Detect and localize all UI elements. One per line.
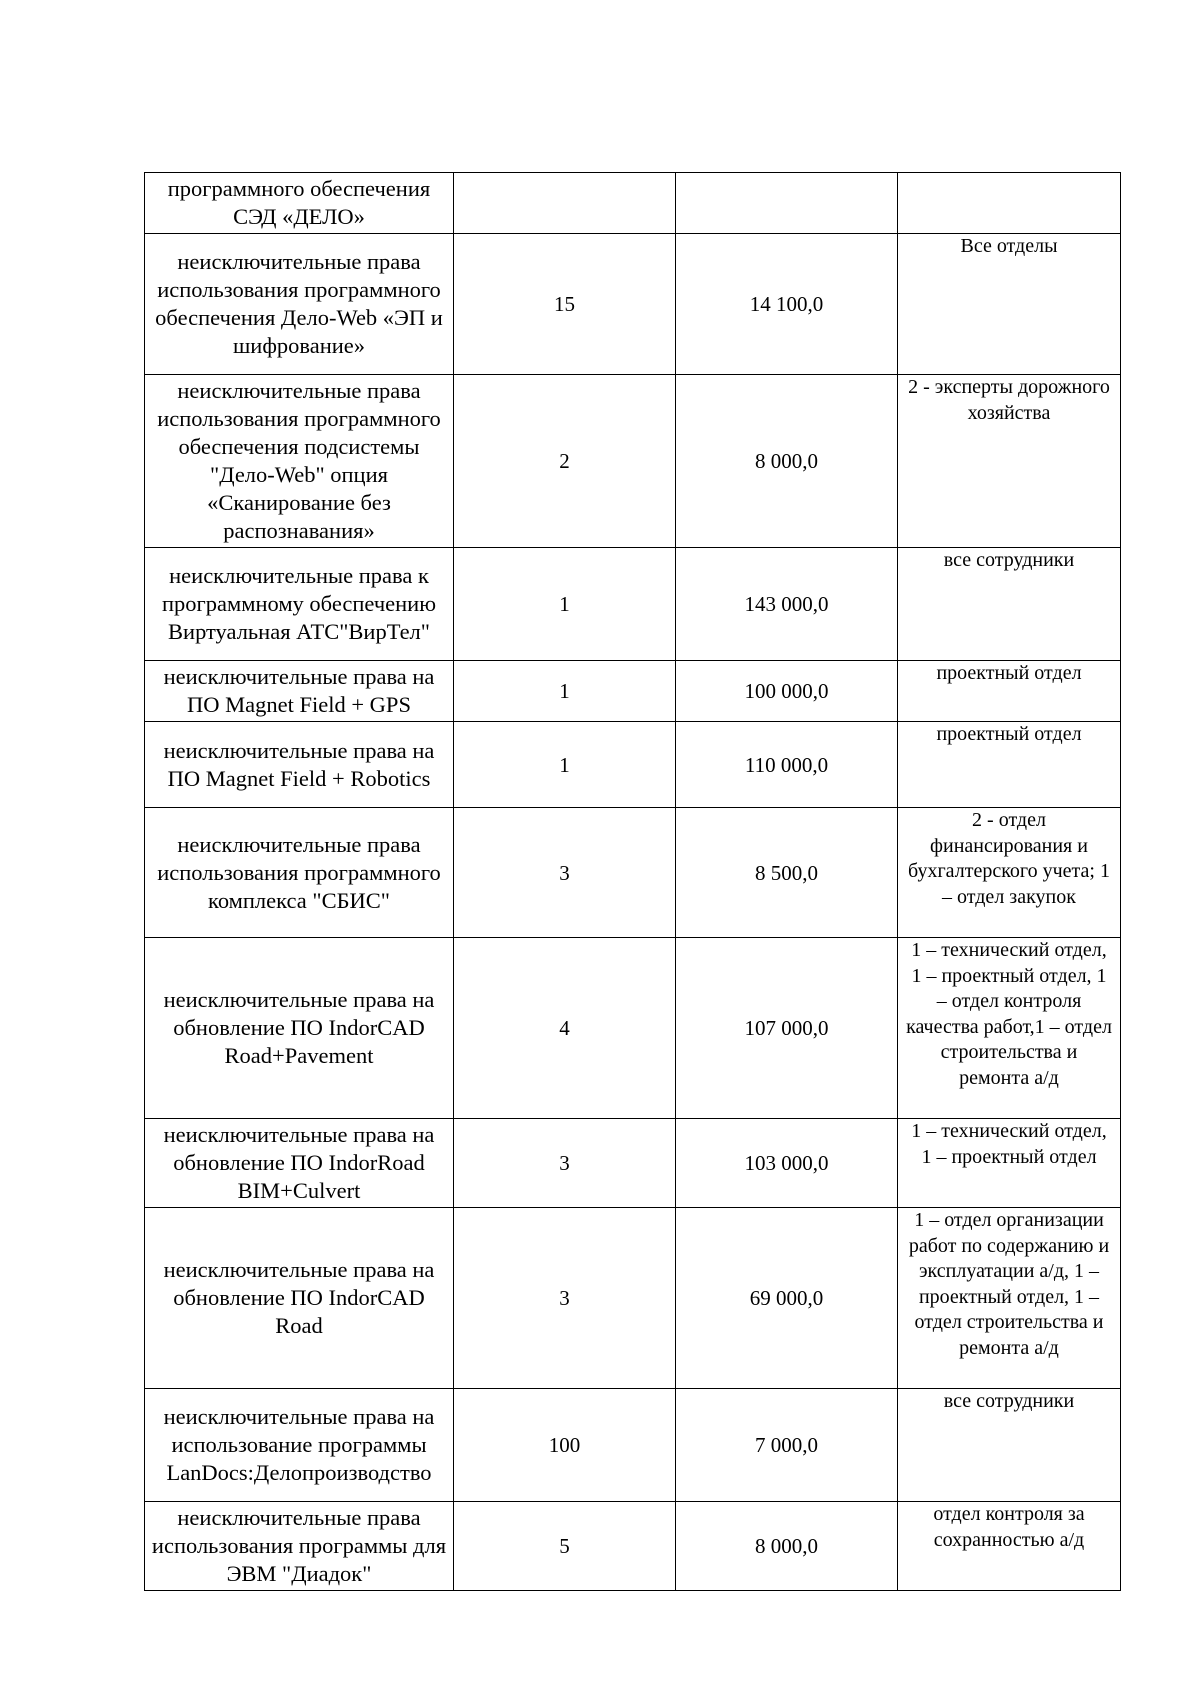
price-cell: 103 000,0 [676, 1119, 898, 1208]
quantity-cell: 4 [454, 938, 676, 1119]
table-row [145, 234, 1121, 375]
item-name-cell: неисключительные права на ПО Magnet Field + GPS [145, 661, 454, 722]
note-cell: 1 – технический отдел, 1 – проектный отдел [898, 1119, 1121, 1208]
table-row [145, 1502, 1121, 1591]
quantity-cell: 1 [454, 722, 676, 808]
table-row [145, 1208, 1121, 1389]
price-cell: 8 500,0 [676, 808, 898, 938]
quantity-cell: 3 [454, 1119, 676, 1208]
price-cell [676, 173, 898, 234]
note-cell: 2 - отдел финансирования и бухгалтерского учета; 1 – отдел закупок [898, 808, 1121, 938]
item-name-cell: неисключительные права использования программного комплекса "СБИС" [145, 808, 454, 938]
quantity-cell [454, 173, 676, 234]
price-cell: 107 000,0 [676, 938, 898, 1119]
price-cell: 7 000,0 [676, 1389, 898, 1502]
note-cell: отдел контроля за сохранностью а/д [898, 1502, 1121, 1591]
item-name-cell: неисключительные права на использование программы LanDocs:Делопроизводство [145, 1389, 454, 1502]
table-row [145, 548, 1121, 661]
table-row [145, 808, 1121, 938]
table-row [145, 1389, 1121, 1502]
table-row [145, 938, 1121, 1119]
item-name-cell: неисключительные права на обновление ПО IndorRoad BIM+Culvert [145, 1119, 454, 1208]
table-row [145, 722, 1121, 808]
item-name-cell: программного обеспечения СЭД «ДЕЛО» [145, 173, 454, 234]
note-cell: проектный отдел [898, 722, 1121, 808]
price-cell: 69 000,0 [676, 1208, 898, 1389]
quantity-cell: 1 [454, 548, 676, 661]
item-name-cell: неисключительные права на ПО Magnet Field + Robotics [145, 722, 454, 808]
price-cell: 14 100,0 [676, 234, 898, 375]
quantity-cell: 2 [454, 375, 676, 548]
note-cell: Все отделы [898, 234, 1121, 375]
software-rights-table [144, 172, 1121, 1591]
price-cell: 8 000,0 [676, 1502, 898, 1591]
quantity-cell: 15 [454, 234, 676, 375]
note-cell: 1 – отдел организации работ по содержанию и эксплуатации а/д, 1 – проектный отдел, 1 – отдел строительства и ремонта а/д [898, 1208, 1121, 1389]
price-cell: 143 000,0 [676, 548, 898, 661]
table-row [145, 375, 1121, 548]
quantity-cell: 3 [454, 808, 676, 938]
table-row [145, 1119, 1121, 1208]
item-name-cell: неисключительные права использования программы для ЭВМ "Диадок" [145, 1502, 454, 1591]
quantity-cell: 3 [454, 1208, 676, 1389]
item-name-cell: неисключительные права на обновление ПО IndorCAD Road+Pavement [145, 938, 454, 1119]
price-cell: 110 000,0 [676, 722, 898, 808]
table-row [145, 661, 1121, 722]
note-cell: проектный отдел [898, 661, 1121, 722]
price-cell: 100 000,0 [676, 661, 898, 722]
note-cell: все сотрудники [898, 548, 1121, 661]
note-cell: 1 – технический отдел, 1 – проектный отдел, 1 – отдел контроля качества работ,1 – отдел строительства и ремонта а/д [898, 938, 1121, 1119]
quantity-cell: 1 [454, 661, 676, 722]
note-cell: все сотрудники [898, 1389, 1121, 1502]
price-cell: 8 000,0 [676, 375, 898, 548]
note-cell: 2 - эксперты дорожного хозяйства [898, 375, 1121, 548]
item-name-cell: неисключительные права на обновление ПО IndorCAD Road [145, 1208, 454, 1389]
item-name-cell: неисключительные права использования программного обеспечения Дело-Web «ЭП и шифрование» [145, 234, 454, 375]
table-row [145, 173, 1121, 234]
item-name-cell: неисключительные права к программному обеспечению Виртуальная АТС"ВирТел" [145, 548, 454, 661]
item-name-cell: неисключительные права использования программного обеспечения подсистемы "Дело-Web" опция «Сканирование без распознавания» [145, 375, 454, 548]
note-cell [898, 173, 1121, 234]
quantity-cell: 100 [454, 1389, 676, 1502]
quantity-cell: 5 [454, 1502, 676, 1591]
